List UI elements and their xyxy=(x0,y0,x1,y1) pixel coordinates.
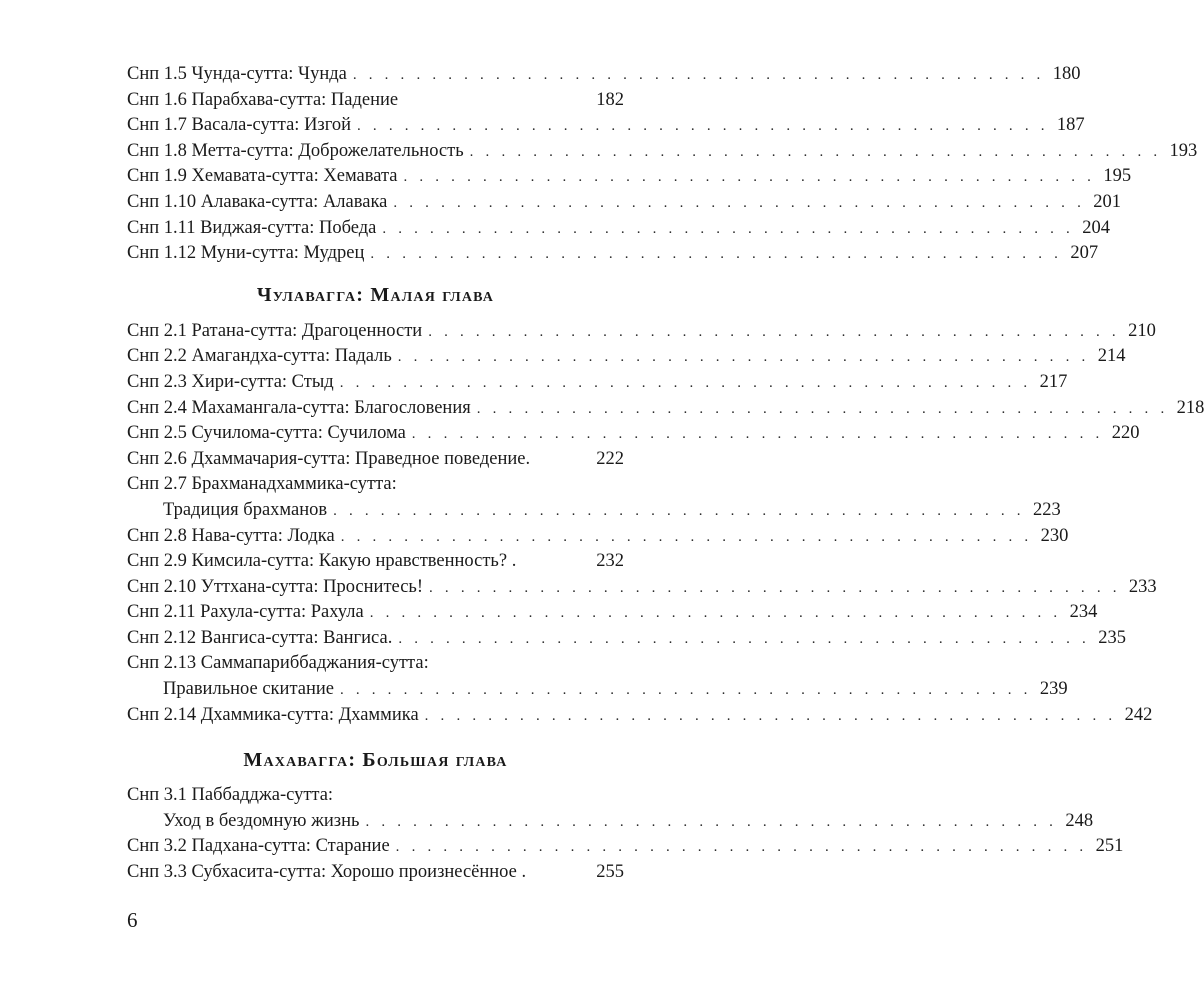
table-of-contents xyxy=(127,62,1204,886)
dot-leader: . . . . . . . . . . . . . . . . . . . . . . . . . . . . . . . . . . . . . . . . . . . . xyxy=(352,67,1045,83)
toc-entry-title: Снп 2.4 Махамангала-сутта: Благословения xyxy=(127,397,471,418)
toc-entry-title: Снп 2.12 Вангиса-сутта: Вангиса. xyxy=(127,627,393,648)
toc-entry-page: 239 xyxy=(1039,679,1068,700)
toc-entry xyxy=(127,319,1156,345)
section-heading-culavagga: Чулавагга: Малая глава xyxy=(256,283,495,306)
toc-entry-continuation xyxy=(127,677,1068,703)
dot-leader: . . . . . . . . . . . . . . . . . . . . . . . . . . . . . . . . . . . . . . . . . . . . xyxy=(476,400,1169,417)
toc-entry-title: Снп 1.5 Чунда-сутта: Чунда xyxy=(127,64,347,84)
toc-entry-title: Снп 2.13 Саммапариббаджания-сутта: xyxy=(127,653,429,674)
toc-entry-title: Правильное скитание xyxy=(163,679,334,700)
toc-entry xyxy=(127,860,624,886)
toc-entry xyxy=(127,783,624,809)
toc-section-mahavagga xyxy=(127,783,1124,885)
toc-entry xyxy=(127,344,1126,370)
toc-entry-title: Снп 2.11 Рахула-сутта: Рахула xyxy=(127,602,364,623)
toc-entry-title: Снп 1.11 Виджая-сутта: Победа xyxy=(127,217,377,238)
toc-entry-title: Снп 2.7 Брахманадхаммика-сутта: xyxy=(127,474,397,495)
toc-entry-page: 180 xyxy=(1052,64,1081,84)
toc-entry-page: 230 xyxy=(1040,525,1069,546)
toc-entry xyxy=(127,651,624,677)
toc-entry xyxy=(127,88,624,114)
dot-leader: . . . . . . . . . . . . . . . . . . . . . . . . . . . . . . . . . . . . . . . . . . . . xyxy=(340,528,1033,545)
toc-entry xyxy=(127,447,624,473)
toc-entry-page: 255 xyxy=(596,862,624,883)
toc-entry-title: Традиция брахманов xyxy=(163,499,328,520)
toc-entry-page: 248 xyxy=(1065,810,1094,831)
toc-entry xyxy=(127,600,1098,626)
dot-leader: . . . . . . . . . . . . . . . . . . . . . . . . . . . . . . . . . . . . . . . . . . . . xyxy=(333,502,1025,519)
toc-entry xyxy=(127,549,624,575)
toc-entry-title: Снп 3.1 Паббадджа-сутта: xyxy=(127,785,334,806)
dot-leader: . . . . . . . . . . . . . . . . . . . . . . . . . . . . . . . . . . . . . . . . . . . . xyxy=(370,246,1063,263)
toc-entry xyxy=(127,370,1068,396)
toc-entry xyxy=(127,834,1124,860)
dot-leader: . . . . . . . . . . . . . . . . . . . . . . . . . . . . . . . . . . . . . . . . . . . . xyxy=(365,813,1058,830)
toc-entry-page: 234 xyxy=(1069,602,1098,623)
dot-leader: . . . . . . . . . . . . . . . . . . . . . . . . . . . . . . . . . . . . . . . . . . . . xyxy=(339,682,1032,699)
dot-leader: . . . . . . . . . . . . . . . . . . . . . . . . . . . . . . . . . . . . . . . . . . . . xyxy=(339,374,1032,391)
toc-entry-page: 251 xyxy=(1095,836,1124,857)
toc-entry xyxy=(127,190,1122,216)
toc-entry-page: 193 xyxy=(1169,140,1198,161)
dot-leader: . . . . . . . . . . . . . . . . . . . . . . . . . . . . . . . . . . . . . . . . . . . . xyxy=(429,579,1121,596)
dot-leader: . . . . . . . . . . . . . . . . . . . . . . . . . . . . . . . . . . . . . . . . . . . . xyxy=(357,118,1049,135)
toc-entry-title: Снп 1.8 Метта-сутта: Доброжелательность xyxy=(127,140,464,161)
toc-entry-page: 207 xyxy=(1070,243,1099,264)
toc-entry-page: 233 xyxy=(1128,576,1157,597)
toc-entry xyxy=(127,139,1198,165)
toc-entry-page: 222 xyxy=(596,448,624,469)
toc-entry-page: 182 xyxy=(596,89,624,110)
toc-section-top xyxy=(127,62,1198,267)
toc-entry-title: Снп 2.1 Ратана-сутта: Драгоценности xyxy=(127,320,423,341)
section-heading-mahavagga: Махавагга: Большая глава xyxy=(243,749,508,772)
toc-entry-page: 232 xyxy=(596,551,624,572)
dot-leader: . . . . . . . . . . . . . . . . . . . . . . . . . . . . . . . . . . . . . . . . . . . . xyxy=(393,194,1086,211)
toc-entry-title: Снп 2.9 Кимсила-сутта: Какую нравственность? . xyxy=(127,551,517,572)
toc-entry-page: 204 xyxy=(1082,217,1111,238)
toc-entry-title: Снп 1.10 Алавака-сутта: Алавака xyxy=(127,191,388,212)
toc-entry-title: Снп 3.3 Субхасита-сутта: Хорошо произнесённое . xyxy=(127,862,527,883)
dot-leader: . . . . . . . . . . . . . . . . . . . . . . . . . . . . . . . . . . . . . . . . . . . . xyxy=(369,605,1062,622)
toc-entry xyxy=(127,396,1204,422)
toc-entry-title: Снп 2.5 Сучилома-сутта: Сучилома xyxy=(127,423,406,444)
dot-leader: . . . . . . . . . . . . . . . . . . . . . . . . . . . . . . . . . . . . . . . . . . . . xyxy=(395,839,1088,856)
toc-entry-title: Снп 2.2 Амагандха-сутта: Падаль xyxy=(127,346,392,367)
dot-leader: . . . . . . . . . . . . . . . . . . . . . . . . . . . . . . . . . . . . . . . . . . . . xyxy=(411,426,1104,443)
dot-leader: . . . . . . . . . . . . . . . . . . . . . . . . . . . . . . . . . . . . . . . . . . . . xyxy=(403,169,1096,186)
toc-entry xyxy=(127,472,624,498)
dot-leader: . . . . . . . . . . . . . . . . . . . . . . . . . . . . . . . . . . . . . . . . . . . . xyxy=(469,143,1162,160)
toc-entry-page: 223 xyxy=(1033,499,1061,520)
page-number: 6 xyxy=(127,908,138,932)
toc-entry-title: Снп 2.10 Уттхана-сутта: Проснитесь! xyxy=(127,576,424,597)
toc-entry-page: 235 xyxy=(1098,627,1126,648)
toc-entry-title: Снп 1.6 Парабхава-сутта: Падение xyxy=(127,89,399,110)
dot-leader: . . . . . . . . . . . . . . . . . . . . . . . . . . . . . . . . . . . . . . . . . . . . xyxy=(397,349,1090,366)
toc-entry xyxy=(127,626,1126,652)
toc-entry-page: 195 xyxy=(1103,166,1132,187)
toc-entry-continuation xyxy=(127,498,1061,524)
toc-entry-title: Уход в бездомную жизнь xyxy=(163,810,360,831)
toc-entry-page: 218 xyxy=(1176,397,1204,418)
toc-entry-page: 187 xyxy=(1056,115,1085,136)
toc-entry xyxy=(127,113,1085,139)
dot-leader: . . . . . . . . . . . . . . . . . . . . . . . . . . . . . . . . . . . . . . . . . . . . xyxy=(428,323,1120,340)
toc-entry xyxy=(127,575,1157,601)
toc-entry-title: Снп 1.9 Хемавата-сутта: Хемавата xyxy=(127,166,398,187)
toc-entry-page: 220 xyxy=(1111,423,1140,444)
dot-leader: . . . . . . . . . . . . . . . . . . . . . . . . . . . . . . . . . . . . . . . . . . . . xyxy=(382,220,1075,237)
dot-leader: . . . . . . . . . . . . . . . . . . . . . . . . . . . . . . . . . . . . . . . . . . . . xyxy=(398,630,1090,647)
toc-entry xyxy=(127,421,1140,447)
toc-entry-page: 201 xyxy=(1093,191,1122,212)
toc-entry xyxy=(127,524,1069,550)
toc-entry-page: 217 xyxy=(1039,371,1068,392)
toc-entry-page: 210 xyxy=(1128,320,1156,341)
toc-entry-page: 242 xyxy=(1124,704,1153,725)
toc-entry-title: Снп 2.8 Нава-сутта: Лодка xyxy=(127,525,335,546)
toc-entry-title: Снп 2.6 Дхаммачария-сутта: Праведное поведение. xyxy=(127,448,531,469)
toc-entry-title: Снп 1.7 Васала-сутта: Изгой xyxy=(127,115,352,136)
toc-entry xyxy=(127,241,1099,267)
toc-entry xyxy=(127,703,1153,729)
toc-entry-continuation xyxy=(127,809,1094,835)
toc-entry-title: Снп 1.12 Муни-сутта: Мудрец xyxy=(127,243,365,264)
dot-leader: . . . . . . . . . . . . . . . . . . . . . . . . . . . . . . . . . . . . . . . . . . . . xyxy=(424,707,1117,724)
toc-entry xyxy=(127,62,1081,88)
toc-entry-title: Снп 2.14 Дхаммика-сутта: Дхаммика xyxy=(127,704,419,725)
toc-entry xyxy=(127,216,1111,242)
toc-entry-page: 214 xyxy=(1097,346,1126,367)
toc-section-culavagga xyxy=(127,319,1204,729)
toc-entry-title: Снп 3.2 Падхана-сутта: Старание xyxy=(127,836,390,857)
toc-entry xyxy=(127,164,1132,190)
toc-entry-title: Снп 2.3 Хири-сутта: Стыд xyxy=(127,371,334,392)
